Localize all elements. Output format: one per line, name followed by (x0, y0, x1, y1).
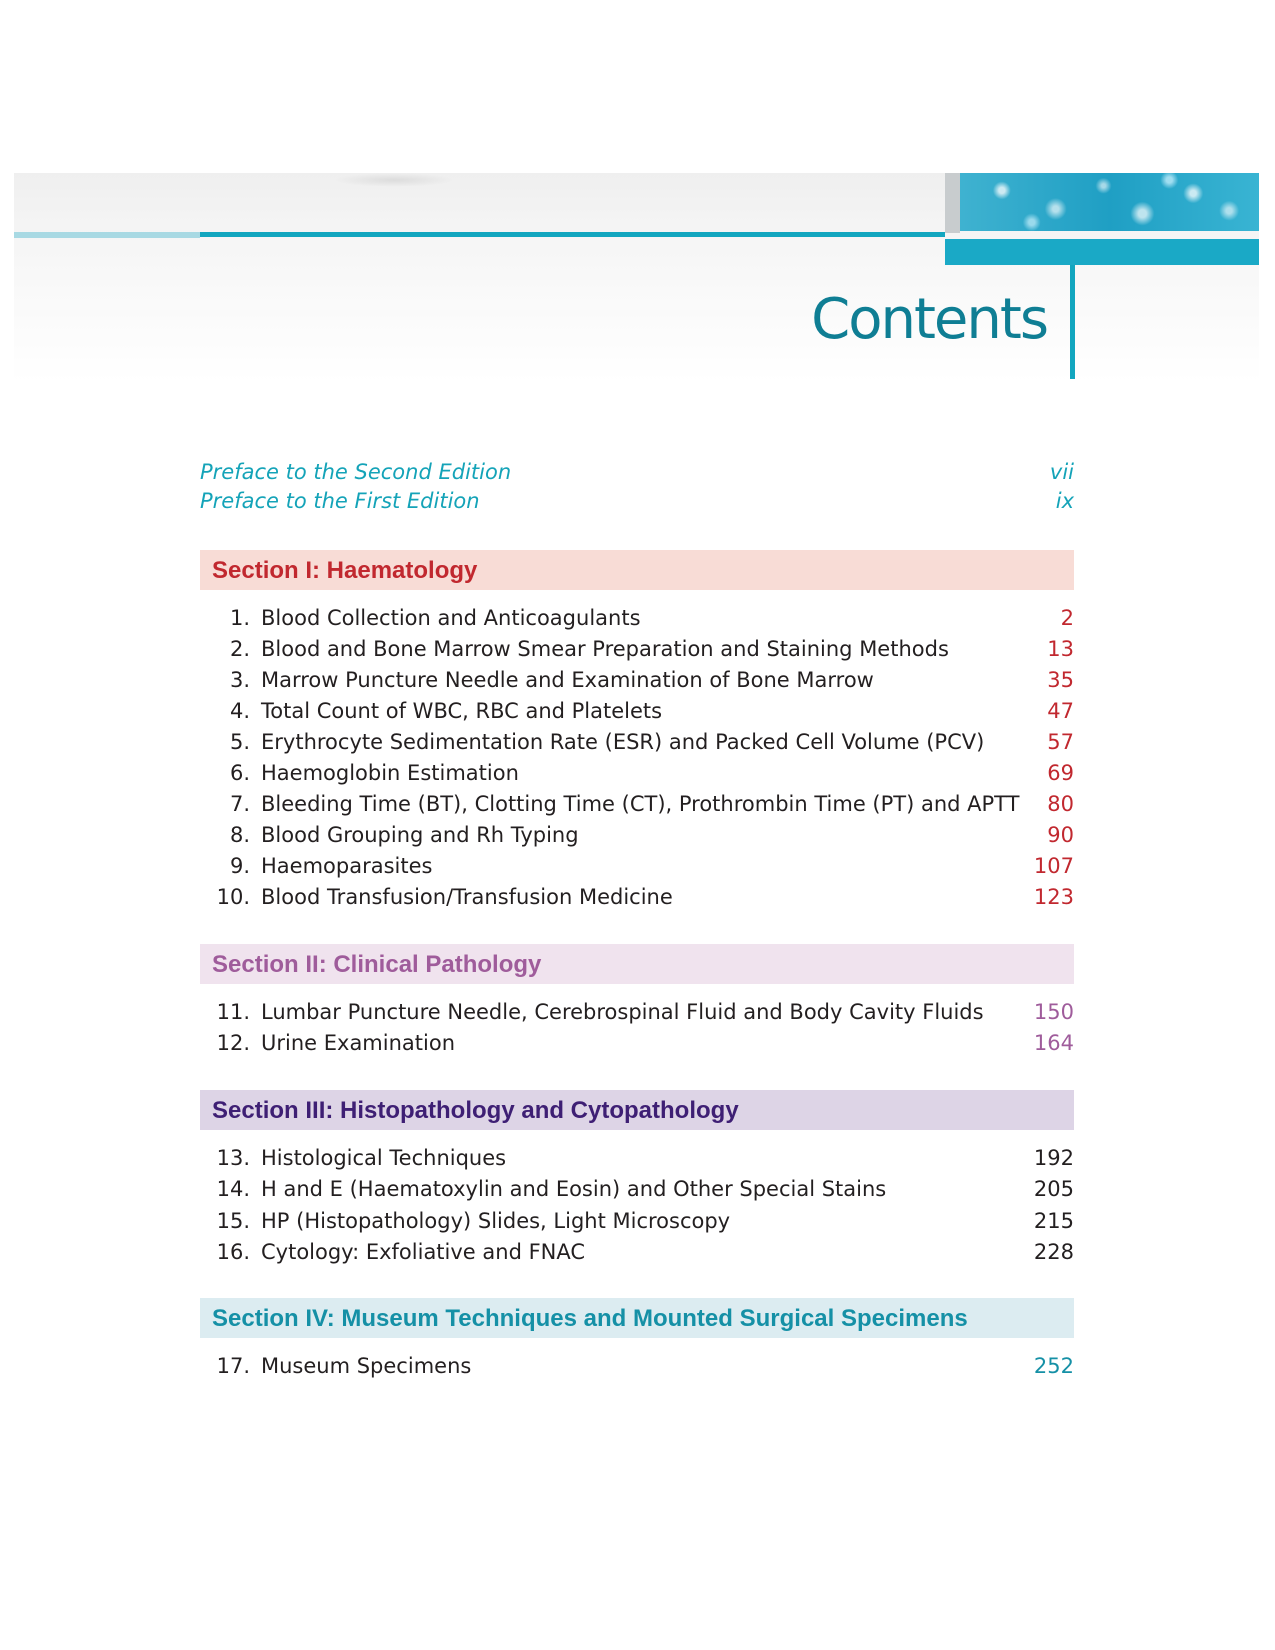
section-title: Section III: Histopathology and Cytopathology (212, 1097, 739, 1124)
chapter-number: 16. (216, 1240, 250, 1264)
chapter-number: 3. (229, 668, 250, 692)
section-title: Section I: Haematology (212, 557, 478, 584)
chapter-number: 1. (229, 606, 250, 630)
chapter-page: 228 (1033, 1240, 1074, 1264)
chapter-number: 6. (229, 761, 250, 785)
chapter-title: Histological Techniques (261, 1146, 507, 1170)
preface-label: Preface to the Second Edition (200, 460, 512, 484)
chapter-title: Blood Transfusion/Transfusion Medicine (261, 885, 673, 909)
chapter-number: 9. (229, 854, 250, 878)
toc-entry[interactable] (200, 637, 1074, 667)
preface-page: ix (1055, 489, 1074, 513)
toc-entry[interactable] (200, 1146, 1074, 1176)
header-pattern-image (960, 173, 1259, 231)
preface-second-edition[interactable] (200, 460, 1074, 490)
title-accent-rule (1070, 265, 1075, 379)
chapter-title: HP (Histopathology) Slides, Light Microscopy (261, 1209, 731, 1233)
chapter-number: 10. (216, 885, 250, 909)
header-accent-bar (945, 239, 1259, 265)
toc-entry[interactable] (200, 792, 1074, 822)
toc-entry[interactable] (200, 668, 1074, 698)
chapter-number: 12. (216, 1031, 250, 1055)
toc-entry[interactable] (200, 854, 1074, 884)
chapter-page: 205 (1033, 1177, 1074, 1201)
section-header-clinical-pathology (200, 944, 1074, 984)
chapter-title: Cytology: Exfoliative and FNAC (261, 1240, 586, 1264)
toc-entry[interactable] (200, 1000, 1074, 1030)
toc-entry[interactable] (200, 699, 1074, 729)
page-title: Contents (811, 287, 1047, 352)
toc-entry[interactable] (200, 823, 1074, 853)
chapter-page: 123 (1033, 885, 1074, 909)
chapter-page: 150 (1033, 1000, 1074, 1024)
banner-shadow (334, 173, 454, 187)
chapter-page: 164 (1033, 1031, 1074, 1055)
chapter-title: Blood and Bone Marrow Smear Preparation and Staining Methods (261, 637, 949, 661)
toc-entry[interactable] (200, 730, 1074, 760)
chapter-title: Haemoparasites (261, 854, 433, 878)
chapter-page: 107 (1033, 854, 1074, 878)
preface-first-edition[interactable] (200, 489, 1074, 519)
toc-entry[interactable] (200, 1240, 1074, 1270)
chapter-number: 17. (216, 1354, 250, 1378)
chapter-page: 252 (1033, 1354, 1074, 1378)
toc-entry[interactable] (200, 1209, 1074, 1239)
chapter-number: 7. (229, 792, 250, 816)
chapter-page: 69 (1047, 761, 1074, 785)
chapter-title: Blood Collection and Anticoagulants (261, 606, 641, 630)
section-title: Section IV: Museum Techniques and Mounted Surgical Specimens (212, 1305, 968, 1332)
chapter-title: Erythrocyte Sedimentation Rate (ESR) and Packed Cell Volume (PCV) (261, 730, 985, 754)
chapter-page: 2 (1060, 606, 1074, 630)
header-gray-strip (945, 173, 960, 233)
chapter-number: 5. (229, 730, 250, 754)
section-title: Section II: Clinical Pathology (212, 951, 542, 978)
section-header-histopathology (200, 1090, 1074, 1130)
toc-entry[interactable] (200, 1177, 1074, 1207)
chapter-number: 11. (216, 1000, 250, 1024)
header-rule-light (14, 232, 200, 238)
toc-entry[interactable] (200, 885, 1074, 915)
chapter-title: Marrow Puncture Needle and Examination of Bone Marrow (261, 668, 874, 692)
section-header-haematology (200, 550, 1074, 590)
chapter-page: 215 (1033, 1209, 1074, 1233)
chapter-page: 57 (1047, 730, 1074, 754)
chapter-number: 14. (216, 1177, 250, 1201)
preface-page: vii (1049, 460, 1074, 484)
chapter-title: Museum Specimens (261, 1354, 472, 1378)
chapter-number: 2. (229, 637, 250, 661)
section-header-museum-techniques (200, 1298, 1074, 1338)
chapter-page: 192 (1033, 1146, 1074, 1170)
toc-entry[interactable] (200, 606, 1074, 636)
chapter-number: 8. (229, 823, 250, 847)
chapter-page: 90 (1047, 823, 1074, 847)
chapter-title: Urine Examination (261, 1031, 456, 1055)
chapter-title: Total Count of WBC, RBC and Platelets (261, 699, 663, 723)
chapter-number: 4. (229, 699, 250, 723)
chapter-page: 35 (1047, 668, 1074, 692)
chapter-title: Haemoglobin Estimation (261, 761, 519, 785)
chapter-title: Bleeding Time (BT), Clotting Time (CT), Prothrombin Time (PT) and APTT (261, 792, 1020, 816)
toc-entry[interactable] (200, 1031, 1074, 1061)
toc-entry[interactable] (200, 1354, 1074, 1384)
chapter-page: 13 (1047, 637, 1074, 661)
toc-entry[interactable] (200, 761, 1074, 791)
chapter-number: 13. (216, 1146, 250, 1170)
chapter-page: 47 (1047, 699, 1074, 723)
chapter-page: 80 (1047, 792, 1074, 816)
chapter-title: H and E (Haematoxylin and Eosin) and Other Special Stains (261, 1177, 887, 1201)
header-rule (200, 232, 945, 237)
chapter-title: Lumbar Puncture Needle, Cerebrospinal Fluid and Body Cavity Fluids (261, 1000, 984, 1024)
chapter-number: 15. (216, 1209, 250, 1233)
chapter-title: Blood Grouping and Rh Typing (261, 823, 579, 847)
preface-label: Preface to the First Edition (200, 489, 480, 513)
